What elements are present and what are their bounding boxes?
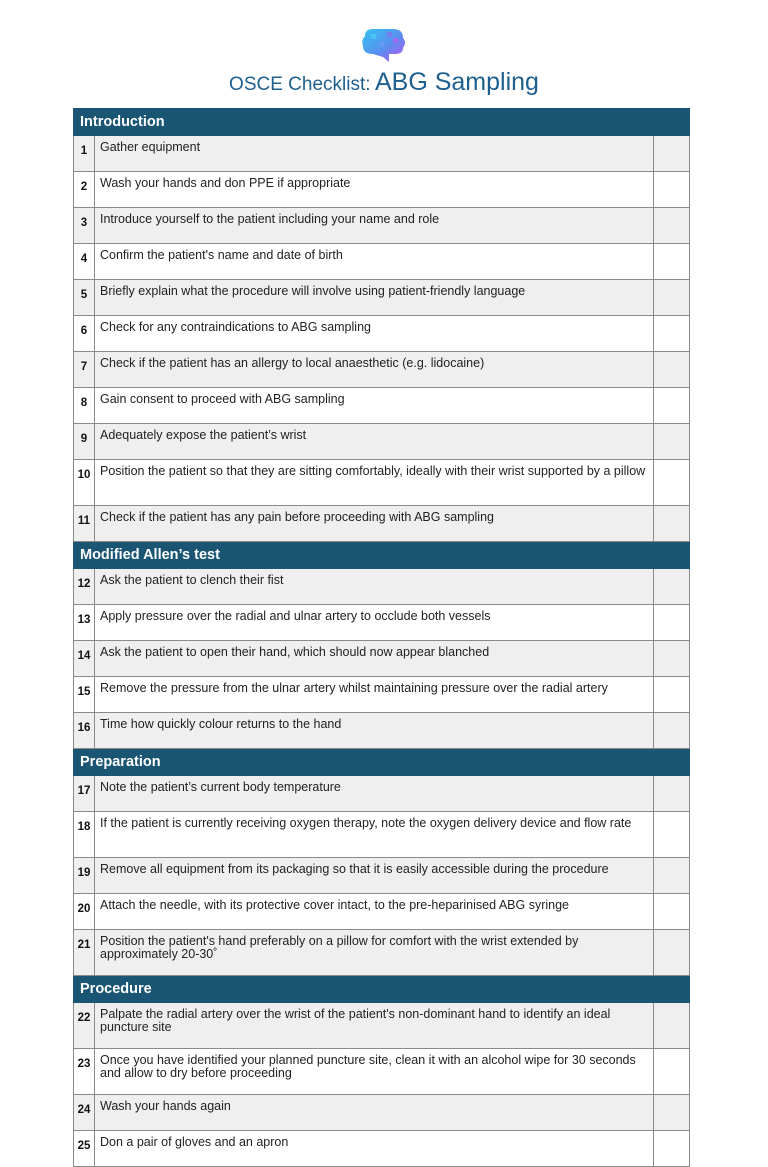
checkbox-cell[interactable] <box>653 1131 689 1167</box>
checkbox-cell[interactable] <box>653 713 689 749</box>
item-text: Check if the patient has any pain before proceeding with ABG sampling <box>95 506 654 542</box>
checkbox-cell[interactable] <box>653 930 689 976</box>
section-header <box>74 749 690 776</box>
checklist-row <box>74 172 690 208</box>
checkbox-cell[interactable] <box>653 812 689 858</box>
item-number: 15 <box>74 677 95 713</box>
item-text: Attach the needle, with its protective cover intact, to the pre-heparinised ABG syringe <box>95 894 654 930</box>
checkbox-cell[interactable] <box>653 244 689 280</box>
item-text: Position the patient so that they are sitting comfortably, ideally with their wrist supported by a pillow <box>95 460 654 506</box>
checklist-row <box>74 136 690 172</box>
checklist-table <box>73 108 690 1167</box>
checkbox-cell[interactable] <box>653 858 689 894</box>
section-header <box>74 976 690 1003</box>
item-number: 24 <box>74 1095 95 1131</box>
item-text: Time how quickly colour returns to the hand <box>95 713 654 749</box>
checklist-row <box>74 812 690 858</box>
item-text: Wash your hands again <box>95 1095 654 1131</box>
title-prefix: OSCE Checklist: <box>229 74 371 95</box>
item-number: 9 <box>74 424 95 460</box>
checklist-row <box>74 280 690 316</box>
item-number: 23 <box>74 1049 95 1095</box>
checklist-row <box>74 776 690 812</box>
checklist-row <box>74 1095 690 1131</box>
checkbox-cell[interactable] <box>653 280 689 316</box>
checklist-row <box>74 605 690 641</box>
checklist-row <box>74 1131 690 1167</box>
item-number: 17 <box>74 776 95 812</box>
item-number: 5 <box>74 280 95 316</box>
section-title: Procedure <box>74 976 690 1003</box>
section-title: Preparation <box>74 749 690 776</box>
item-text: Briefly explain what the procedure will involve using patient-friendly language <box>95 280 654 316</box>
title-main: ABG Sampling <box>374 68 539 96</box>
checklist-row <box>74 316 690 352</box>
item-text: Adequately expose the patient’s wrist <box>95 424 654 460</box>
item-number: 11 <box>74 506 95 542</box>
item-text: Palpate the radial artery over the wrist of the patient's non-dominant hand to identify an ideal puncture site <box>95 1003 654 1049</box>
item-text: Remove all equipment from its packaging so that it is easily accessible during the procedure <box>95 858 654 894</box>
checkbox-cell[interactable] <box>653 894 689 930</box>
checklist-row <box>74 506 690 542</box>
item-text: Ask the patient to clench their fist <box>95 569 654 605</box>
checklist-row <box>74 641 690 677</box>
checklist-row <box>74 208 690 244</box>
checkbox-cell[interactable] <box>653 352 689 388</box>
checklist-row <box>74 352 690 388</box>
checkbox-cell[interactable] <box>653 776 689 812</box>
item-text: Introduce yourself to the patient including your name and role <box>95 208 654 244</box>
section-header <box>74 542 690 569</box>
section-title: Modified Allen’s test <box>74 542 690 569</box>
item-number: 10 <box>74 460 95 506</box>
checklist-row <box>74 460 690 506</box>
item-text: Apply pressure over the radial and ulnar artery to occlude both vessels <box>95 605 654 641</box>
checkbox-cell[interactable] <box>653 460 689 506</box>
item-number: 18 <box>74 812 95 858</box>
checkbox-cell[interactable] <box>653 1049 689 1095</box>
checkbox-cell[interactable] <box>653 1003 689 1049</box>
item-text: Check if the patient has an allergy to local anaesthetic (e.g. lidocaine) <box>95 352 654 388</box>
item-text: Don a pair of gloves and an apron <box>95 1131 654 1167</box>
item-text: Check for any contraindications to ABG sampling <box>95 316 654 352</box>
item-text: Ask the patient to open their hand, which should now appear blanched <box>95 641 654 677</box>
checkbox-cell[interactable] <box>653 506 689 542</box>
checklist-row <box>74 1049 690 1095</box>
checklist-row <box>74 244 690 280</box>
brain-logo-icon <box>359 26 409 66</box>
checklist-row <box>74 569 690 605</box>
checkbox-cell[interactable] <box>653 136 689 172</box>
section-title: Introduction <box>74 109 690 136</box>
item-text: Remove the pressure from the ulnar artery whilst maintaining pressure over the radial artery <box>95 677 654 713</box>
item-number: 3 <box>74 208 95 244</box>
checklist-row <box>74 1003 690 1049</box>
checkbox-cell[interactable] <box>653 569 689 605</box>
item-number: 4 <box>74 244 95 280</box>
item-text: Once you have identified your planned puncture site, clean it with an alcohol wipe for 30 seconds and allow to dry before proceeding <box>95 1049 654 1095</box>
item-number: 22 <box>74 1003 95 1049</box>
checklist-row <box>74 388 690 424</box>
item-number: 14 <box>74 641 95 677</box>
checklist-row <box>74 424 690 460</box>
item-number: 20 <box>74 894 95 930</box>
checkbox-cell[interactable] <box>653 388 689 424</box>
item-text: Confirm the patient's name and date of birth <box>95 244 654 280</box>
item-number: 21 <box>74 930 95 976</box>
item-text: Gain consent to proceed with ABG sampling <box>95 388 654 424</box>
checklist-row <box>74 677 690 713</box>
checklist-row <box>74 713 690 749</box>
item-text: If the patient is currently receiving oxygen therapy, note the oxygen delivery device and flow rate <box>95 812 654 858</box>
item-number: 13 <box>74 605 95 641</box>
checklist-row <box>74 858 690 894</box>
checkbox-cell[interactable] <box>653 424 689 460</box>
checkbox-cell[interactable] <box>653 677 689 713</box>
item-number: 2 <box>74 172 95 208</box>
item-number: 8 <box>74 388 95 424</box>
item-number: 25 <box>74 1131 95 1167</box>
checklist-row <box>74 930 690 976</box>
checklist-row <box>74 894 690 930</box>
checkbox-cell[interactable] <box>653 605 689 641</box>
item-text: Gather equipment <box>95 136 654 172</box>
checkbox-cell[interactable] <box>653 1095 689 1131</box>
checkbox-cell[interactable] <box>653 208 689 244</box>
page-title <box>0 68 768 97</box>
section-header <box>74 109 690 136</box>
item-number: 6 <box>74 316 95 352</box>
item-number: 1 <box>74 136 95 172</box>
item-number: 7 <box>74 352 95 388</box>
item-number: 12 <box>74 569 95 605</box>
item-number: 16 <box>74 713 95 749</box>
item-number: 19 <box>74 858 95 894</box>
item-text: Wash your hands and don PPE if appropriate <box>95 172 654 208</box>
checkbox-cell[interactable] <box>653 316 689 352</box>
checkbox-cell[interactable] <box>653 641 689 677</box>
item-text: Note the patient’s current body temperature <box>95 776 654 812</box>
item-text: Position the patient's hand preferably on a pillow for comfort with the wrist extended by approximately 20-30˚ <box>95 930 654 976</box>
checkbox-cell[interactable] <box>653 172 689 208</box>
